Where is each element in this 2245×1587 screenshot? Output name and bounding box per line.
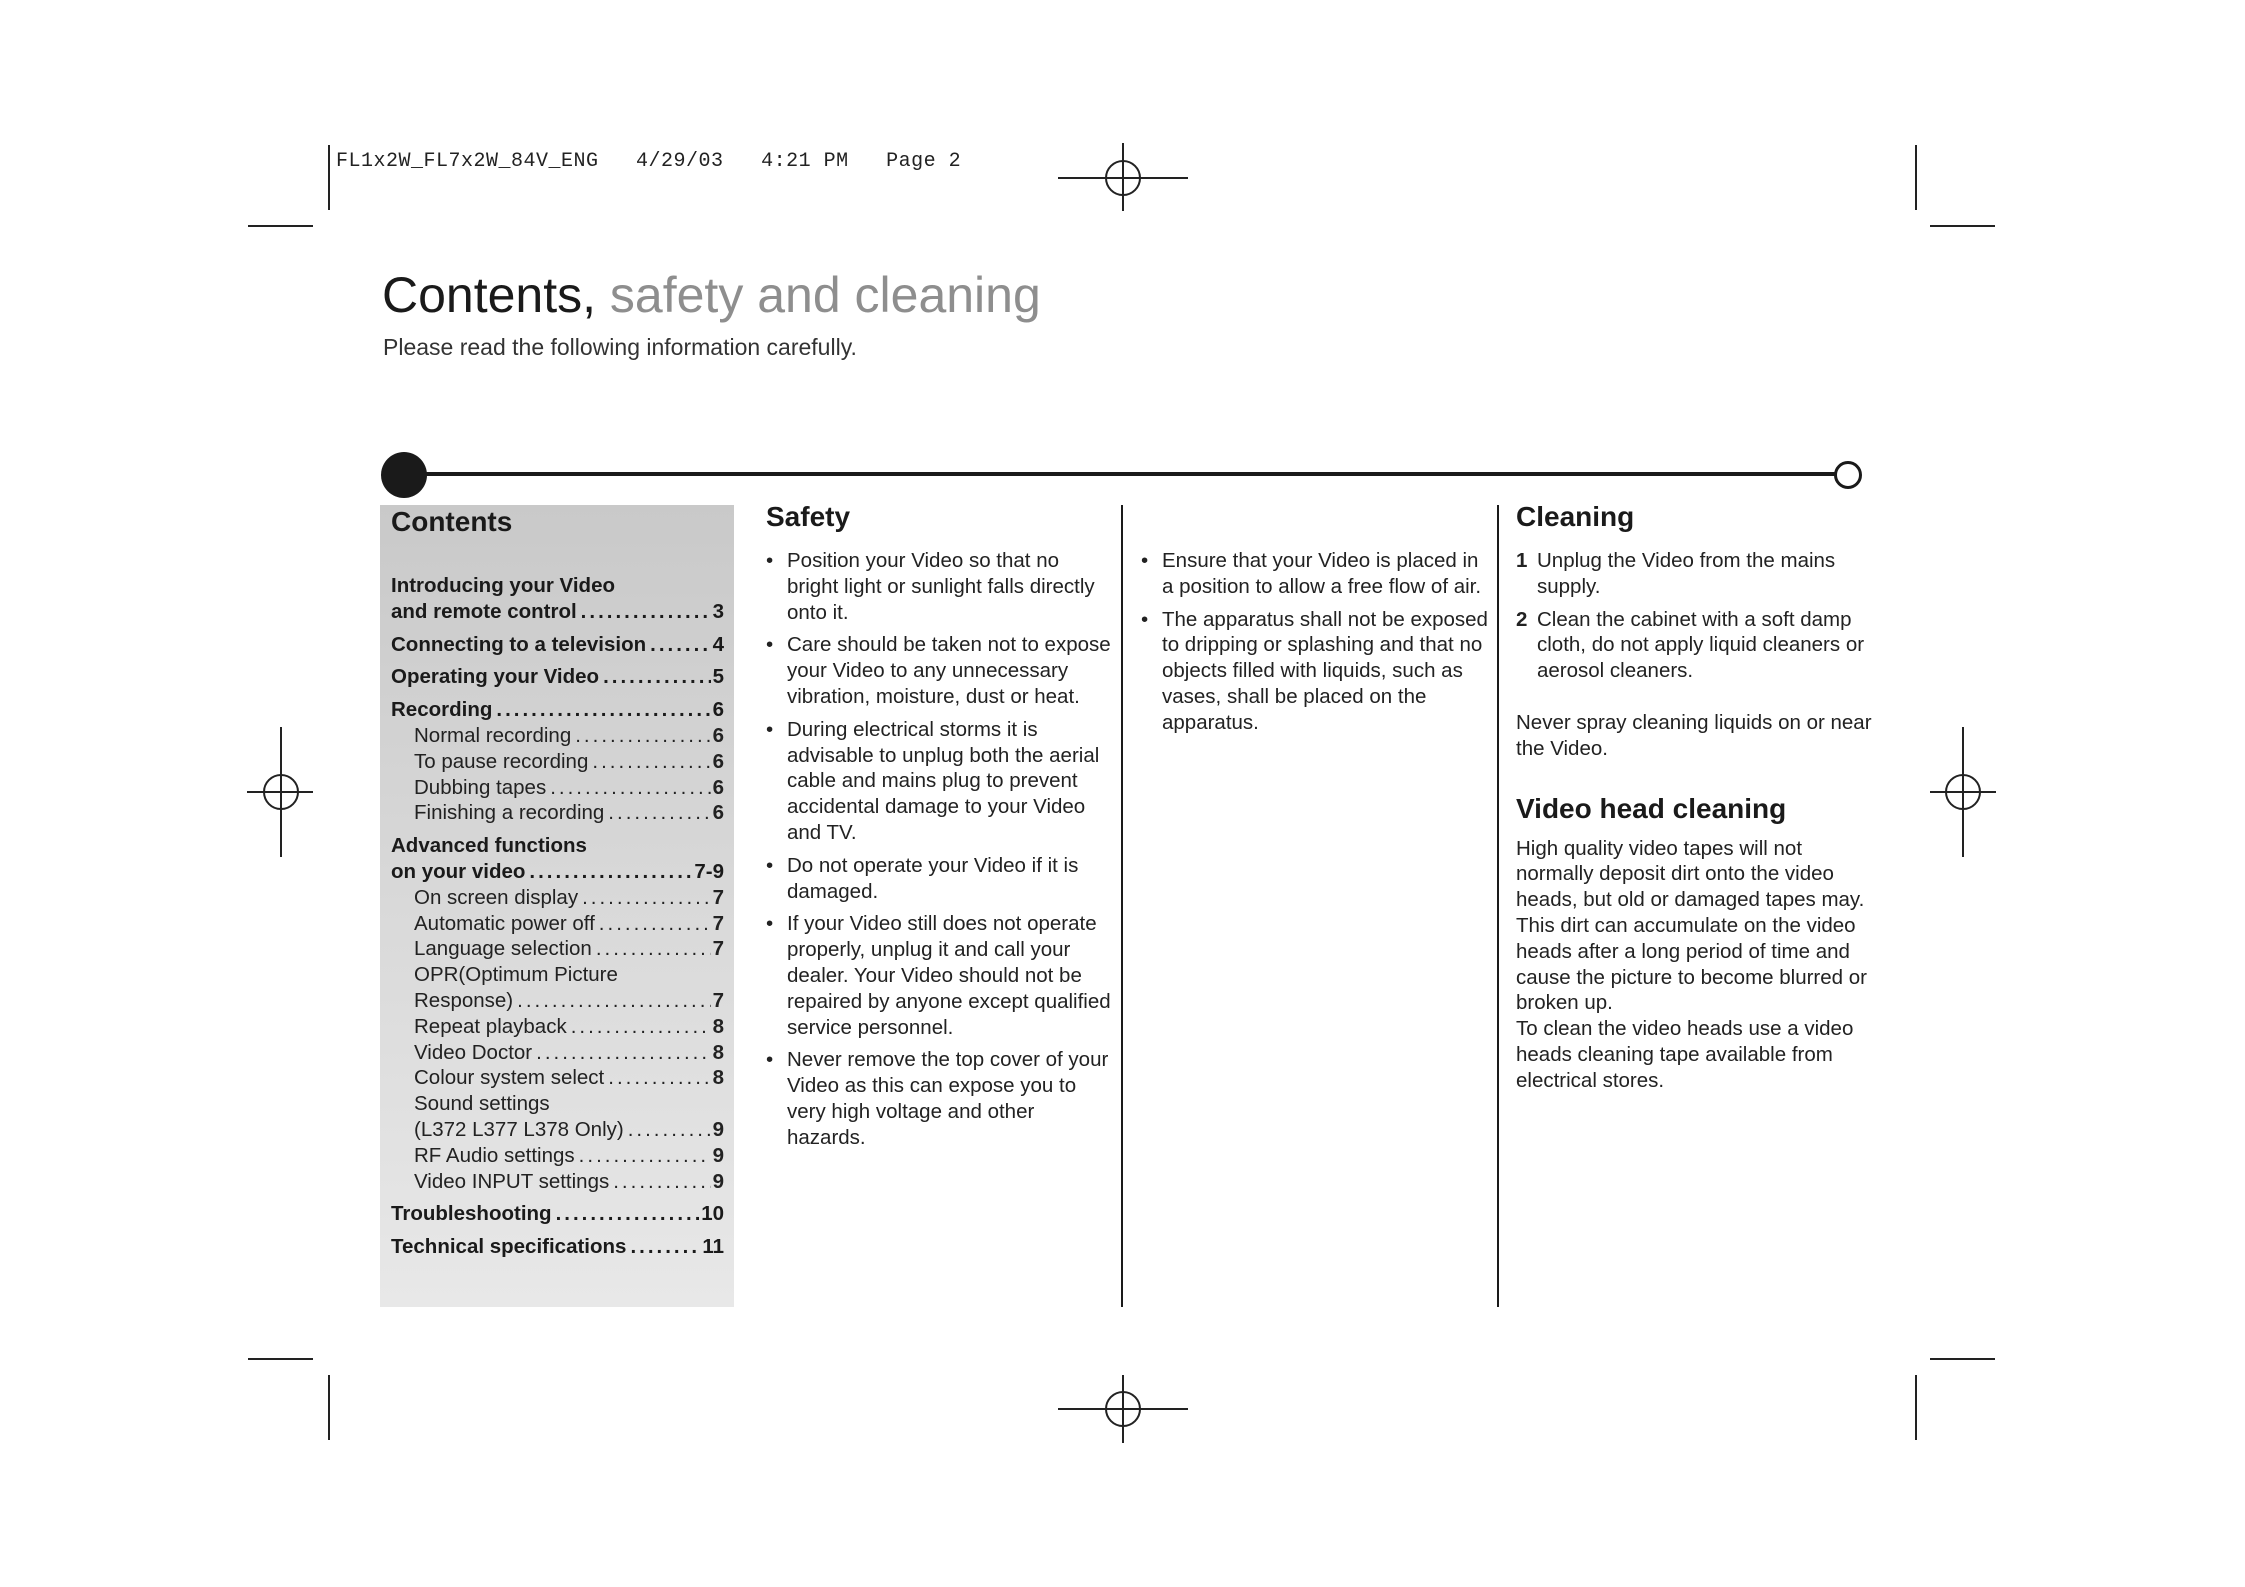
contents-item-label: Response) bbox=[414, 988, 514, 1012]
contents-item-label: RF Audio settings bbox=[414, 1143, 575, 1167]
cleaning-step-text: Clean the cabinet with a soft damp cloth, do not apply liquid cleaners or aerosol cleaners. bbox=[1537, 607, 1865, 683]
contents-item-label: Troubleshooting bbox=[391, 1202, 552, 1226]
contents-item-label: Video Doctor bbox=[414, 1040, 533, 1064]
safety-section bbox=[766, 500, 1114, 1158]
safety-list-continued bbox=[1141, 548, 1491, 736]
contents-item-page: 4 bbox=[712, 632, 724, 656]
contents-item-page: 7 bbox=[712, 988, 724, 1012]
contents-item-line: OPR(Optimum Picture bbox=[414, 963, 618, 987]
contents-item bbox=[391, 1201, 724, 1227]
leader-dots bbox=[529, 859, 692, 885]
contents-item-label: Dubbing tapes bbox=[414, 775, 547, 799]
safety-bullet: • Never remove the top cover of your Video as this can expose you to very high voltage and other hazards. bbox=[766, 1047, 1114, 1150]
safety-bullet: • If your Video still does not operate properly, unplug it and call your dealer. Your Video should not be repaired by anyone except qualified service personnel. bbox=[766, 911, 1114, 1040]
leader-dots bbox=[608, 800, 710, 826]
contents-item-page: 3 bbox=[712, 599, 724, 623]
cleaning-step-text: Unplug the Video from the mains supply. bbox=[1537, 549, 1836, 598]
cleaning-note: Never spray cleaning liquids on or near the Video. bbox=[1516, 710, 1872, 760]
contents-item-label: (L372 L377 L378 Only) bbox=[414, 1117, 624, 1141]
contents-item-page: 7 bbox=[712, 911, 724, 935]
safety-list bbox=[766, 548, 1114, 1151]
contents-item-page: 6 bbox=[712, 749, 724, 773]
contents-item-page: 6 bbox=[712, 775, 724, 799]
safety-section-continued bbox=[1141, 548, 1491, 743]
contents-item-page: 8 bbox=[712, 1066, 724, 1090]
contents-item-page: 8 bbox=[712, 1040, 724, 1064]
page-subtitle: Please read the following information carefully. bbox=[383, 334, 857, 360]
contents-item-label: Language selection bbox=[414, 937, 592, 961]
contents-item-label: and remote control bbox=[391, 599, 577, 623]
leader-dots bbox=[608, 1065, 710, 1091]
contents-item-label: On screen display bbox=[414, 885, 579, 909]
video-head-cleaning-tip: To clean the video heads use a video heads cleaning tape available from electrical stores. bbox=[1516, 1017, 1854, 1092]
safety-bullet: • During electrical storms it is advisable to unplug both the aerial cable and mains plug to prevent accidental damage to your Video and TV. bbox=[766, 717, 1114, 846]
contents-item-page: 7 bbox=[712, 937, 724, 961]
header-rule bbox=[420, 472, 1840, 476]
contents-item bbox=[391, 1040, 724, 1066]
contents-item bbox=[391, 1065, 724, 1091]
contents-item-label: Video INPUT settings bbox=[414, 1169, 610, 1193]
video-head-cleaning-text: High quality video tapes will not normally deposit dirt onto the video heads, but old or damaged tapes may. This dirt can accumulate on the video heads after a long period of time and cause the picture to become blurred or broken up. bbox=[1516, 836, 1867, 1015]
contents-item-line: Advanced functions bbox=[391, 834, 587, 858]
safety-bullet: • Care should be taken not to expose your Video to any unnecessary vibration, moisture, dust or heat. bbox=[766, 632, 1114, 709]
contents-item-label: Operating your Video bbox=[391, 665, 600, 689]
contents-item-label: To pause recording bbox=[414, 749, 589, 773]
contents-item bbox=[391, 1234, 724, 1260]
leader-dots bbox=[496, 697, 710, 723]
contents-item-label: Repeat playback bbox=[414, 1014, 567, 1038]
leader-dots bbox=[571, 1014, 711, 1040]
contents-item bbox=[391, 1169, 724, 1195]
contents-item-line: Sound settings bbox=[414, 1092, 550, 1116]
contents-item bbox=[391, 723, 724, 749]
contents-item-page: 10 bbox=[701, 1202, 724, 1226]
page-title-main: Contents, bbox=[382, 267, 597, 323]
leader-dots bbox=[582, 885, 711, 911]
contents-item bbox=[391, 632, 724, 658]
leader-dots bbox=[575, 723, 710, 749]
leader-dots bbox=[579, 1143, 711, 1169]
contents-item bbox=[391, 749, 724, 775]
leader-dots bbox=[556, 1201, 700, 1227]
contents-item-label: on your video bbox=[391, 859, 526, 883]
contents-item-label: Colour system select bbox=[414, 1066, 605, 1090]
contents-item-label: Connecting to a television bbox=[391, 632, 647, 656]
leader-dots bbox=[536, 1040, 710, 1066]
contents-item bbox=[391, 573, 724, 625]
leader-dots bbox=[596, 936, 711, 962]
contents-item bbox=[391, 1091, 724, 1143]
contents-item-page: 7-9 bbox=[694, 859, 724, 883]
cleaning-heading: Cleaning bbox=[1516, 501, 1635, 532]
contents-item bbox=[391, 1143, 724, 1169]
contents-item-page: 11 bbox=[702, 1235, 724, 1259]
contents-item bbox=[391, 775, 724, 801]
safety-heading: Safety bbox=[766, 501, 851, 532]
contents-item-page: 6 bbox=[712, 723, 724, 747]
contents-item-label: Automatic power off bbox=[414, 911, 595, 935]
contents-item bbox=[391, 833, 724, 885]
contents-item bbox=[391, 936, 724, 962]
cleaning-steps bbox=[1516, 548, 1874, 684]
contents-item-page: 9 bbox=[712, 1143, 724, 1167]
cleaning-step-number: 1 bbox=[1516, 549, 1528, 572]
leader-dots bbox=[628, 1117, 711, 1143]
column-divider bbox=[1497, 505, 1499, 1307]
column-divider bbox=[1121, 505, 1123, 1307]
contents-item-label: Finishing a recording bbox=[414, 801, 605, 825]
safety-bullet: • Position your Video so that no bright light or sunlight falls directly onto it. bbox=[766, 548, 1114, 625]
contents-item-label: Technical specifications bbox=[391, 1235, 627, 1259]
contents-item bbox=[391, 885, 724, 911]
contents-item bbox=[391, 800, 724, 826]
contents-item-page: 5 bbox=[712, 665, 724, 689]
contents-item-page: 9 bbox=[712, 1117, 724, 1141]
contents-item-page: 7 bbox=[712, 885, 724, 909]
contents-item-page: 9 bbox=[712, 1169, 724, 1193]
leader-dots bbox=[650, 632, 710, 658]
video-head-cleaning-heading: Video head cleaning bbox=[1516, 792, 1787, 824]
leader-dots bbox=[592, 749, 710, 775]
contents-item-page: 8 bbox=[712, 1014, 724, 1038]
rule-end-circle bbox=[1834, 461, 1862, 489]
leader-dots bbox=[599, 911, 711, 937]
contents-list bbox=[391, 573, 724, 1260]
contents-item bbox=[391, 962, 724, 1014]
contents-item bbox=[391, 664, 724, 690]
contents-item bbox=[391, 1014, 724, 1040]
contents-item-page: 6 bbox=[712, 801, 724, 825]
cleaning-step-number: 2 bbox=[1516, 607, 1528, 631]
leader-dots bbox=[603, 664, 711, 690]
leader-dots bbox=[517, 988, 710, 1014]
contents-item bbox=[391, 911, 724, 937]
contents-panel bbox=[380, 505, 734, 1307]
cleaning-section bbox=[1516, 500, 1874, 1094]
page-title bbox=[382, 268, 1041, 323]
safety-bullet: • The apparatus shall not be exposed to dripping or splashing and that no objects filled with liquids, such as vases, shall be placed on the apparatus. bbox=[1141, 607, 1491, 736]
cleaning-step bbox=[1516, 548, 1874, 600]
safety-bullet: • Do not operate your Video if it is damaged. bbox=[766, 853, 1114, 905]
page-title-secondary: safety and cleaning bbox=[609, 267, 1041, 323]
leader-dots bbox=[581, 599, 711, 625]
contents-item-line: Introducing your Video bbox=[391, 574, 615, 597]
contents-item-label: Normal recording bbox=[414, 723, 572, 747]
cleaning-step bbox=[1516, 607, 1874, 684]
contents-item-label: Recording bbox=[391, 698, 493, 722]
safety-bullet: • Ensure that your Video is placed in a position to allow a free flow of air. bbox=[1141, 548, 1491, 600]
leader-dots bbox=[550, 775, 710, 801]
contents-item bbox=[391, 697, 724, 723]
print-slug: FL1x2W_FL7x2W_84V_ENG 4/29/03 4:21 PM Page 2 bbox=[336, 150, 962, 173]
leader-dots bbox=[613, 1169, 710, 1195]
contents-heading: Contents bbox=[391, 506, 513, 537]
leader-dots bbox=[630, 1234, 700, 1260]
contents-item-page: 6 bbox=[712, 698, 724, 722]
